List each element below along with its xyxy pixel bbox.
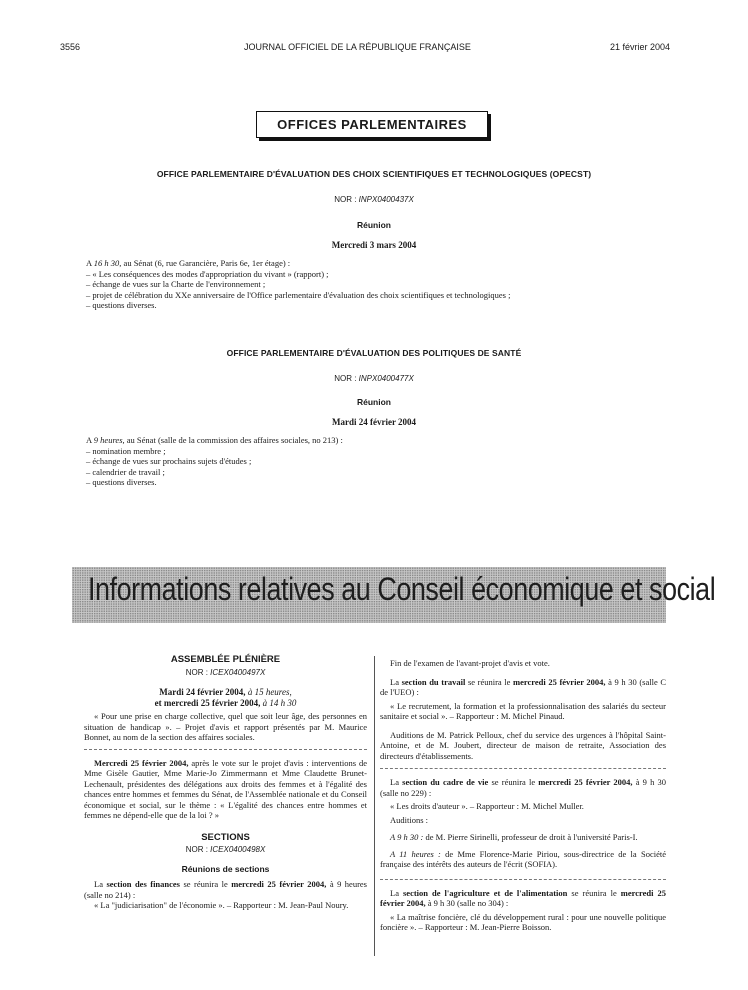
section-name: section du cadre de vie bbox=[402, 777, 489, 787]
date-bold: et mercredi 25 février 2004, bbox=[154, 697, 261, 708]
opecst-agenda bbox=[86, 258, 510, 311]
opeps-title: OFFICE PARLEMENTAIRE D'ÉVALUATION DES POLITIQUES DE SANTÉ bbox=[226, 348, 522, 358]
assembly-date-1 bbox=[84, 687, 367, 698]
opecst-intro: A 16 h 30, au Sénat (6, rue Garancière, Paris 6e, 1er étage) : bbox=[86, 258, 291, 268]
opeps-nor bbox=[0, 374, 748, 383]
finances-topic: « La "judiciarisation" de l'économie ». – Rapporteur : M. Jean-Paul Noury. bbox=[94, 900, 349, 910]
t: à 9 h 30 (salle C de l'UEO) : bbox=[380, 676, 667, 697]
t: se réunira le bbox=[488, 777, 539, 787]
cadre-audition-1 bbox=[380, 832, 666, 843]
time: A 9 h 30 : bbox=[390, 832, 424, 842]
opecst-location: , au Sénat (6, rue Garancière, Paris 6e, 1er étage) : bbox=[119, 258, 291, 268]
agri-para bbox=[380, 888, 666, 909]
journal-title: JOURNAL OFFICIEL DE LA RÉPUBLIQUE FRANÇAISE bbox=[244, 42, 471, 52]
ces-banner-title: Informations relatives au Conseil économique et social bbox=[88, 571, 716, 607]
nor-code: INPX0400477X bbox=[358, 374, 414, 383]
section-box: OFFICES PARLEMENTAIRES bbox=[256, 111, 488, 138]
date-time: à 14 h 30 bbox=[260, 697, 297, 708]
t: se réunira le bbox=[180, 879, 232, 889]
opecst-meeting: Réunion bbox=[357, 220, 391, 230]
cadre-audition-2 bbox=[380, 849, 666, 870]
assembly-para: « Pour une prise en charge collective, quel que soit leur âge, des personnes en situation de handicap ». – Projet d'avis et rapport présentés par M. Maurice Bonnet, au nom de la section des affaires sociales. bbox=[84, 711, 367, 742]
para-date: Mercredi 25 février 2004, bbox=[94, 757, 189, 768]
assembly-title: ASSEMBLÉE PLÉNIÈRE bbox=[170, 654, 281, 665]
right-column bbox=[380, 658, 666, 933]
nor-code: ICEX0400497X bbox=[210, 667, 266, 677]
agenda-item: – projet de célébration du XXe anniversaire de l'Office parlementaire d'évaluation des choix scientifiques et technologiques ; bbox=[86, 289, 511, 300]
t: se réunira le bbox=[465, 676, 514, 687]
t: La bbox=[94, 879, 107, 889]
finances-para bbox=[84, 879, 367, 900]
agenda-item: – « Les conséquences des modes d'appropriation du vivant » (rapport) ; bbox=[86, 268, 329, 279]
opeps-intro: A 9 heures, au Sénat (salle de la commission des affaires sociales, no 213) : bbox=[86, 435, 343, 445]
opeps-date: Mardi 24 février 2004 bbox=[331, 417, 417, 427]
time: A 11 heures : bbox=[390, 848, 441, 859]
opecst-title: OFFICE PARLEMENTAIRE D'ÉVALUATION DES CHOIX SCIENTIFIQUES ET TECHNOLOGIQUES (OPECST) bbox=[156, 169, 592, 179]
section-name: section des finances bbox=[106, 879, 180, 889]
t: à 9 h 30 (salle no 304) : bbox=[425, 898, 509, 908]
sections-title: SECTIONS bbox=[201, 831, 250, 843]
date-time: à 15 heures, bbox=[245, 687, 292, 697]
assembly-date-2 bbox=[84, 698, 367, 709]
nor-label: NOR : bbox=[334, 374, 357, 383]
section-date: mercredi 25 février 2004, bbox=[231, 879, 327, 889]
opecst-date: Mercredi 3 mars 2004 bbox=[331, 240, 417, 250]
opeps-location: , au Sénat (salle de la commission des affaires sociales, no 213) : bbox=[122, 435, 343, 445]
travail-auditions: Auditions de M. Patrick Pelloux, chef du service des urgences à l'hôpital Saint-Antoine, et de M. Joubert, directeur de maison de retraite, Association des directeurs d'établissements. bbox=[380, 729, 666, 761]
agenda-item: – questions diverses. bbox=[86, 477, 157, 487]
nor-label: NOR : bbox=[185, 845, 208, 854]
agenda-item: – calendrier de travail ; bbox=[86, 466, 165, 477]
reunions-title: Réunions de sections bbox=[181, 863, 270, 874]
opecst-time: 16 h 30 bbox=[93, 258, 120, 268]
opeps-agenda bbox=[86, 435, 343, 488]
t: à 9 h 30 (salle no 229) : bbox=[380, 777, 666, 798]
section-date: mercredi 25 février 2004, bbox=[380, 887, 666, 908]
right-p0: Fin de l'examen de l'avant-projet d'avis et vote. bbox=[390, 658, 550, 668]
page-number: 3556 bbox=[60, 42, 81, 52]
nor-code: ICEX0400498X bbox=[210, 845, 266, 854]
separator bbox=[380, 879, 666, 880]
t: de Mme Florence-Marie Piriou, sous-directrice de la Société française des intérêts des auteurs de l'écrit (SOFIA). bbox=[380, 848, 666, 869]
sections-nor bbox=[84, 845, 367, 856]
section-name: section de l'agriculture et de l'alimentation bbox=[402, 887, 568, 898]
cadre-para bbox=[380, 777, 666, 798]
section-name: section du travail bbox=[401, 676, 466, 687]
opecst-nor bbox=[0, 195, 748, 204]
section-date: mercredi 25 février 2004, bbox=[513, 676, 606, 687]
para-text: après le vote sur le projet d'avis : interventions de Mme Gisèle Gautier, Mme Marie-Jo Zimmermann et Mme Claudette Brunet-Lechenault, présidentes des délégations aux droits des femmes et à l'égalité des chances entre hommes et femmes du Sénat, de l'Assemblée nationale et du Conseil économique et social, sur le thème : « L'égalité des chances entre hommes et femmes ne dépend-elle que de la loi ? » bbox=[84, 757, 367, 820]
cadre-topic: « Les droits d'auteur ». – Rapporteur : M. Michel Muller. bbox=[390, 801, 584, 811]
t: de M. Pierre Sirinelli, professeur de droit à l'université Paris-I. bbox=[423, 832, 638, 842]
cadre-auditions: Auditions : bbox=[390, 814, 429, 825]
assembly-para-2 bbox=[84, 758, 367, 821]
travail-para bbox=[380, 677, 666, 698]
agenda-item: – échange de vues sur prochains sujets d'études ; bbox=[86, 456, 252, 466]
t: se réunira le bbox=[567, 887, 621, 898]
nor-label: NOR : bbox=[185, 667, 208, 677]
nor-code: INPX0400437X bbox=[358, 195, 414, 204]
agenda-item: – nomination membre ; bbox=[86, 445, 166, 456]
separator bbox=[380, 768, 666, 769]
opeps-time: 9 heures bbox=[93, 435, 123, 445]
separator bbox=[84, 749, 367, 750]
t: La bbox=[390, 887, 403, 898]
ces-banner bbox=[72, 567, 716, 623]
left-column bbox=[84, 655, 367, 911]
agenda-item: – questions diverses. bbox=[86, 300, 157, 310]
agri-topic: « La maîtrise foncière, clé du développement rural : pour une nouvelle politique foncière ». – Rapporteur : M. Jean-Pierre Boisson. bbox=[380, 911, 666, 932]
issue-date: 21 février 2004 bbox=[610, 42, 671, 52]
section-date: mercredi 25 février 2004, bbox=[538, 777, 633, 787]
t: à 9 heures (salle no 214) : bbox=[84, 879, 367, 900]
opeps-meeting: Réunion bbox=[357, 397, 391, 407]
assembly-nor bbox=[84, 668, 367, 679]
date-bold: Mardi 24 février 2004, bbox=[159, 687, 246, 697]
nor-label: NOR : bbox=[334, 195, 357, 204]
travail-topic: « Le recrutement, la formation et la professionnalisation des salariés du secteur sanitaire et social ». – Rapporteur : M. Michel Pinaud. bbox=[380, 700, 666, 721]
t: La bbox=[390, 777, 403, 787]
t: La bbox=[390, 676, 402, 687]
column-divider bbox=[374, 656, 375, 956]
agenda-item: – échange de vues sur la Charte de l'environnement ; bbox=[86, 279, 266, 289]
